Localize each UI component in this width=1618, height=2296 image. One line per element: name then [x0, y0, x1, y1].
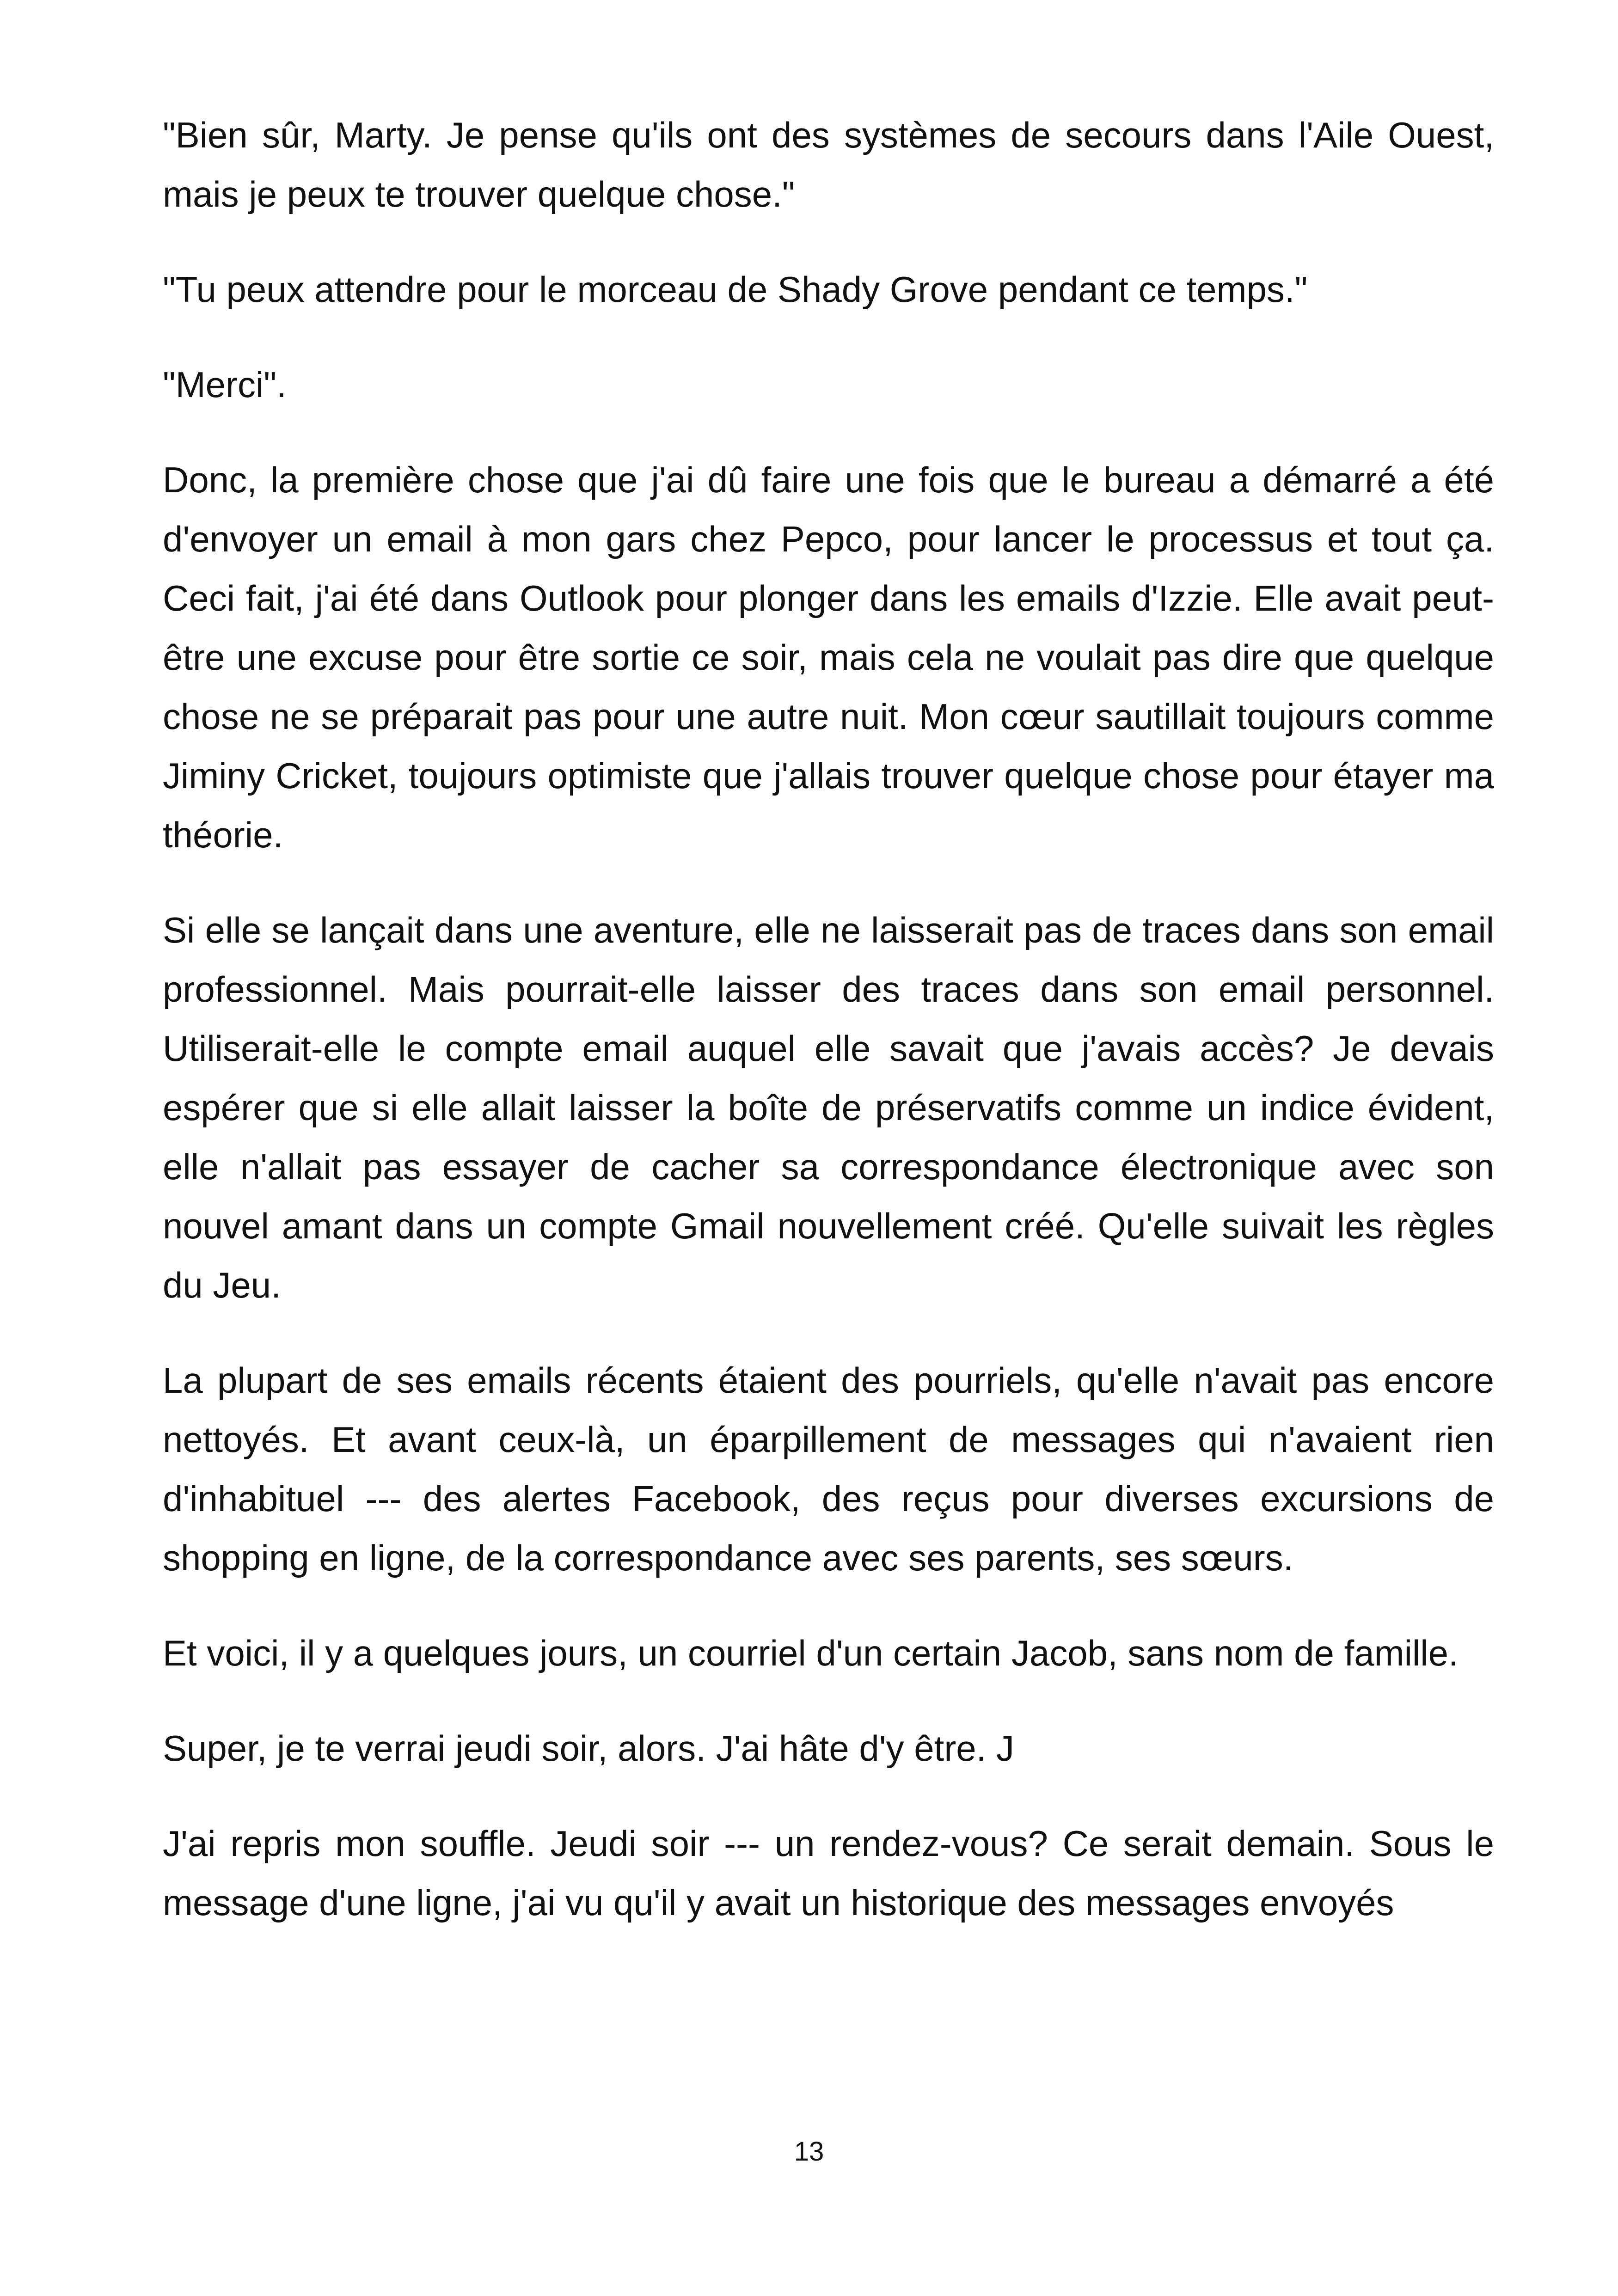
body-text	[163, 105, 1494, 1932]
paragraph: Super, je te verrai jeudi soir, alors. J'ai hâte d'y être. J	[163, 1728, 1015, 1769]
paragraph: "Tu peux attendre pour le morceau de Shady Grove pendant ce temps."	[163, 269, 1308, 310]
paragraph: "Bien sûr, Marty. Je pense qu'ils ont des systèmes de secours dans l'Aile Ouest, mais je peux te trouver quelque chose."	[163, 115, 1494, 214]
paragraph: Donc, la première chose que j'ai dû faire une fois que le bureau a démarré a été d'envoyer un email à mon gars chez Pepco, pour lancer le processus et tout ça. Ceci fait, j'ai été dans Outlook pour plonger dans les emails d'Izzie. Elle avait peut-être une excuse pour être sortie ce soir, mais cela ne voulait pas dire que quelque chose ne se préparait pas pour une autre nuit. Mon cœur sautillait toujours comme Jiminy Cricket, toujours optimiste que j'allais trouver quelque chose pour étayer ma théorie.	[163, 459, 1494, 855]
paragraph: J'ai repris mon souffle. Jeudi soir --- un rendez-vous? Ce serait demain. Sous le message d'une ligne, j'ai vu qu'il y avait un historique des messages envoyés	[163, 1823, 1494, 1923]
paragraph: Et voici, il y a quelques jours, un courriel d'un certain Jacob, sans nom de famille.	[163, 1633, 1459, 1673]
paragraph: La plupart de ses emails récents étaient des pourriels, qu'elle n'avait pas encore nettoyés. Et avant ceux-là, un éparpillement de messages qui n'avaient rien d'inhabituel --- des alertes Facebook, des reçus pour diverses excursions de shopping en ligne, de la correspondance avec ses parents, ses sœurs.	[163, 1360, 1494, 1578]
paragraph: Si elle se lançait dans une aventure, elle ne laisserait pas de traces dans son email professionnel. Mais pourrait-elle laisser des traces dans son email personnel. Utiliserait-elle le compte email auquel elle savait que j'avais accès? Je devais espérer que si elle allait laisser la boîte de préservatifs comme un indice évident, elle n'allait pas essayer de cacher sa correspondance électronique avec son nouvel amant dans un compte Gmail nouvellement créé. Qu'elle suivait les règles du Jeu.	[163, 910, 1494, 1305]
paragraph: "Merci".	[163, 364, 287, 405]
page-number: 13	[794, 2137, 824, 2167]
